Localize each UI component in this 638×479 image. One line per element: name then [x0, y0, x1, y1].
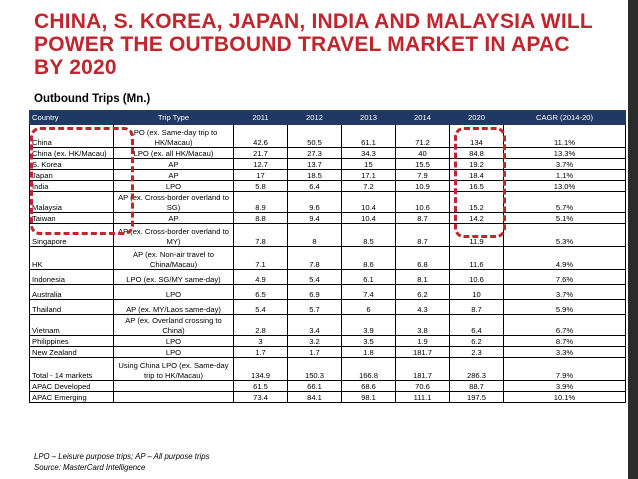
- table-row: [30, 247, 626, 270]
- value-cell: 10.4: [342, 213, 396, 224]
- value-cell: 1.7: [234, 347, 288, 358]
- table-subtitle: Outbound Trips (Mn.): [34, 93, 151, 105]
- footnote-source: Source: MasterCard Intelligence: [34, 463, 146, 472]
- value-cell: 3.7%: [504, 159, 626, 170]
- value-cell: 181.7: [396, 358, 450, 381]
- value-cell: 13.0%: [504, 181, 626, 192]
- value-cell: 61.1: [342, 125, 396, 148]
- header-country: Country: [30, 111, 114, 125]
- country-cell: Indonesia: [30, 270, 114, 285]
- value-cell: 12.7: [234, 159, 288, 170]
- value-cell: 8.7%: [504, 336, 626, 347]
- table-row: [30, 347, 626, 358]
- value-cell: 7.8: [234, 224, 288, 247]
- value-cell: 6.8: [396, 247, 450, 270]
- header-trip-type: Trip Type: [114, 111, 234, 125]
- table-row: [30, 336, 626, 347]
- value-cell: 6.9: [288, 285, 342, 300]
- value-cell: 3.4: [288, 315, 342, 336]
- value-cell: 3: [234, 336, 288, 347]
- value-cell: 10.6: [450, 270, 504, 285]
- value-cell: 166.8: [342, 358, 396, 381]
- trip-type-cell: LPO (ex. Same-day trip to HK/Macau): [114, 125, 234, 148]
- value-cell: 2.3: [450, 347, 504, 358]
- value-cell: 5.3%: [504, 224, 626, 247]
- value-cell: 3.5: [342, 336, 396, 347]
- country-cell: Malaysia: [30, 192, 114, 213]
- value-cell: 8.8: [234, 213, 288, 224]
- country-cell: Taiwan: [30, 213, 114, 224]
- value-cell: 27.3: [288, 148, 342, 159]
- trip-type-cell: LPO: [114, 181, 234, 192]
- value-cell: 7.6%: [504, 270, 626, 285]
- value-cell: 16.5: [450, 181, 504, 192]
- value-cell: 5.8: [234, 181, 288, 192]
- country-cell: New Zealand: [30, 347, 114, 358]
- value-cell: 84.1: [288, 392, 342, 403]
- value-cell: 19.2: [450, 159, 504, 170]
- value-cell: 7.4: [342, 285, 396, 300]
- value-cell: 8.1: [396, 270, 450, 285]
- country-cell: China (ex. HK/Macau): [30, 148, 114, 159]
- value-cell: 13.7: [288, 159, 342, 170]
- value-cell: 7.9: [396, 170, 450, 181]
- value-cell: 10.1%: [504, 392, 626, 403]
- value-cell: 70.6: [396, 381, 450, 392]
- value-cell: 6.2: [450, 336, 504, 347]
- header-2020: 2020: [450, 111, 504, 125]
- value-cell: 13.3%: [504, 148, 626, 159]
- value-cell: 4.9: [234, 270, 288, 285]
- trip-type-cell: LPO (ex. SG/MY same-day): [114, 270, 234, 285]
- header-2013: 2013: [342, 111, 396, 125]
- trip-type-cell: LPO (ex. all HK/Macau): [114, 148, 234, 159]
- trip-type-cell: AP (ex. Non-air travel to China/Macau): [114, 247, 234, 270]
- right-edge-bar: [628, 0, 638, 479]
- header-2012: 2012: [288, 111, 342, 125]
- value-cell: 15.5: [396, 159, 450, 170]
- value-cell: 3.2: [288, 336, 342, 347]
- value-cell: 15.2: [450, 192, 504, 213]
- trip-type-cell: AP: [114, 170, 234, 181]
- value-cell: 5.1%: [504, 213, 626, 224]
- header-2011: 2011: [234, 111, 288, 125]
- table-row: [30, 300, 626, 315]
- value-cell: 40: [396, 148, 450, 159]
- country-cell: Total - 14 markets: [30, 358, 114, 381]
- value-cell: 6.5: [234, 285, 288, 300]
- trip-type-cell: AP (ex. Cross-border overland to MY): [114, 224, 234, 247]
- highlight-box-2020: [454, 127, 506, 238]
- value-cell: 1.8: [342, 347, 396, 358]
- value-cell: 8.5: [342, 224, 396, 247]
- value-cell: 6: [342, 300, 396, 315]
- value-cell: 6.2: [396, 285, 450, 300]
- trip-type-cell: AP (ex. Overland crossing to China): [114, 315, 234, 336]
- country-cell: Philippines: [30, 336, 114, 347]
- value-cell: 3.9: [342, 315, 396, 336]
- header-cagr: CAGR (2014-20): [504, 111, 626, 125]
- value-cell: 8.7: [396, 213, 450, 224]
- table-row: [30, 358, 626, 381]
- value-cell: 15: [342, 159, 396, 170]
- trip-type-cell: AP (ex. MY/Laos same-day): [114, 300, 234, 315]
- value-cell: 5.9%: [504, 300, 626, 315]
- value-cell: 8.7: [450, 300, 504, 315]
- value-cell: 134: [450, 125, 504, 148]
- slide-title: CHINA, S. KOREA, JAPAN, INDIA AND MALAYSIA WILL POWER THE OUTBOUND TRAVEL MARKET IN APAC BY 2020: [34, 10, 593, 79]
- value-cell: 8.6: [342, 247, 396, 270]
- value-cell: 111.1: [396, 392, 450, 403]
- value-cell: 18.4: [450, 170, 504, 181]
- value-cell: 7.9%: [504, 358, 626, 381]
- value-cell: 3.3%: [504, 347, 626, 358]
- country-cell: China: [30, 125, 114, 148]
- trip-type-cell: AP: [114, 213, 234, 224]
- value-cell: 9.4: [288, 213, 342, 224]
- footnote-legend: LPO – Leisure purpose trips; AP – All purpose trips: [34, 452, 210, 461]
- value-cell: 11.9: [450, 224, 504, 247]
- value-cell: 9.6: [288, 192, 342, 213]
- value-cell: 5.7: [288, 300, 342, 315]
- value-cell: 68.6: [342, 381, 396, 392]
- value-cell: 181.7: [396, 347, 450, 358]
- value-cell: 3.7%: [504, 285, 626, 300]
- value-cell: 6.4: [450, 315, 504, 336]
- table-row: [30, 270, 626, 285]
- value-cell: 150.3: [288, 358, 342, 381]
- trip-type-cell: Using China LPO (ex. Same-day trip to HK/Macau): [114, 358, 234, 381]
- value-cell: 4.9%: [504, 247, 626, 270]
- table-row: [30, 381, 626, 392]
- value-cell: 7.1: [234, 247, 288, 270]
- value-cell: 66.1: [288, 381, 342, 392]
- value-cell: 98.1: [342, 392, 396, 403]
- value-cell: 7.8: [288, 247, 342, 270]
- value-cell: 10: [450, 285, 504, 300]
- trip-type-cell: LPO: [114, 347, 234, 358]
- value-cell: 61.5: [234, 381, 288, 392]
- country-cell: India: [30, 181, 114, 192]
- table-row: [30, 392, 626, 403]
- country-cell: Thailand: [30, 300, 114, 315]
- value-cell: 10.4: [342, 192, 396, 213]
- trip-type-cell: LPO: [114, 336, 234, 347]
- country-cell: Singapore: [30, 224, 114, 247]
- value-cell: 84.8: [450, 148, 504, 159]
- value-cell: 8: [288, 224, 342, 247]
- value-cell: 1.7: [288, 347, 342, 358]
- value-cell: 73.4: [234, 392, 288, 403]
- value-cell: 10.6: [396, 192, 450, 213]
- value-cell: 8.9: [234, 192, 288, 213]
- value-cell: 21.7: [234, 148, 288, 159]
- table-header-row: [30, 111, 626, 125]
- value-cell: 3.8: [396, 315, 450, 336]
- country-cell: HK: [30, 247, 114, 270]
- value-cell: 88.7: [450, 381, 504, 392]
- value-cell: 5.4: [234, 300, 288, 315]
- value-cell: 10.9: [396, 181, 450, 192]
- value-cell: 134.9: [234, 358, 288, 381]
- table-row: [30, 315, 626, 336]
- value-cell: 14.2: [450, 213, 504, 224]
- header-2014: 2014: [396, 111, 450, 125]
- value-cell: 42.6: [234, 125, 288, 148]
- trip-type-cell: AP (ex. Cross-border overland to SG): [114, 192, 234, 213]
- trip-type-cell: [114, 392, 234, 403]
- country-cell: APAC Emerging: [30, 392, 114, 403]
- trip-type-cell: AP: [114, 159, 234, 170]
- value-cell: 197.5: [450, 392, 504, 403]
- value-cell: 5.7%: [504, 192, 626, 213]
- value-cell: 8.7: [396, 224, 450, 247]
- value-cell: 6.4: [288, 181, 342, 192]
- country-cell: APAC Developed: [30, 381, 114, 392]
- value-cell: 6.7%: [504, 315, 626, 336]
- value-cell: 3.9%: [504, 381, 626, 392]
- country-cell: Japan: [30, 170, 114, 181]
- trip-type-cell: LPO: [114, 285, 234, 300]
- value-cell: 1.1%: [504, 170, 626, 181]
- table-row: [30, 285, 626, 300]
- value-cell: 286.3: [450, 358, 504, 381]
- value-cell: 71.2: [396, 125, 450, 148]
- country-cell: Australia: [30, 285, 114, 300]
- value-cell: 6.1: [342, 270, 396, 285]
- value-cell: 17.1: [342, 170, 396, 181]
- value-cell: 2.8: [234, 315, 288, 336]
- value-cell: 7.2: [342, 181, 396, 192]
- value-cell: 11.6: [450, 247, 504, 270]
- country-cell: S. Korea: [30, 159, 114, 170]
- value-cell: 1.9: [396, 336, 450, 347]
- highlight-box-countries: [30, 127, 134, 235]
- value-cell: 17: [234, 170, 288, 181]
- trip-type-cell: [114, 381, 234, 392]
- value-cell: 18.5: [288, 170, 342, 181]
- value-cell: 50.5: [288, 125, 342, 148]
- value-cell: 11.1%: [504, 125, 626, 148]
- value-cell: 4.3: [396, 300, 450, 315]
- country-cell: Vietnam: [30, 315, 114, 336]
- value-cell: 5.4: [288, 270, 342, 285]
- value-cell: 34.3: [342, 148, 396, 159]
